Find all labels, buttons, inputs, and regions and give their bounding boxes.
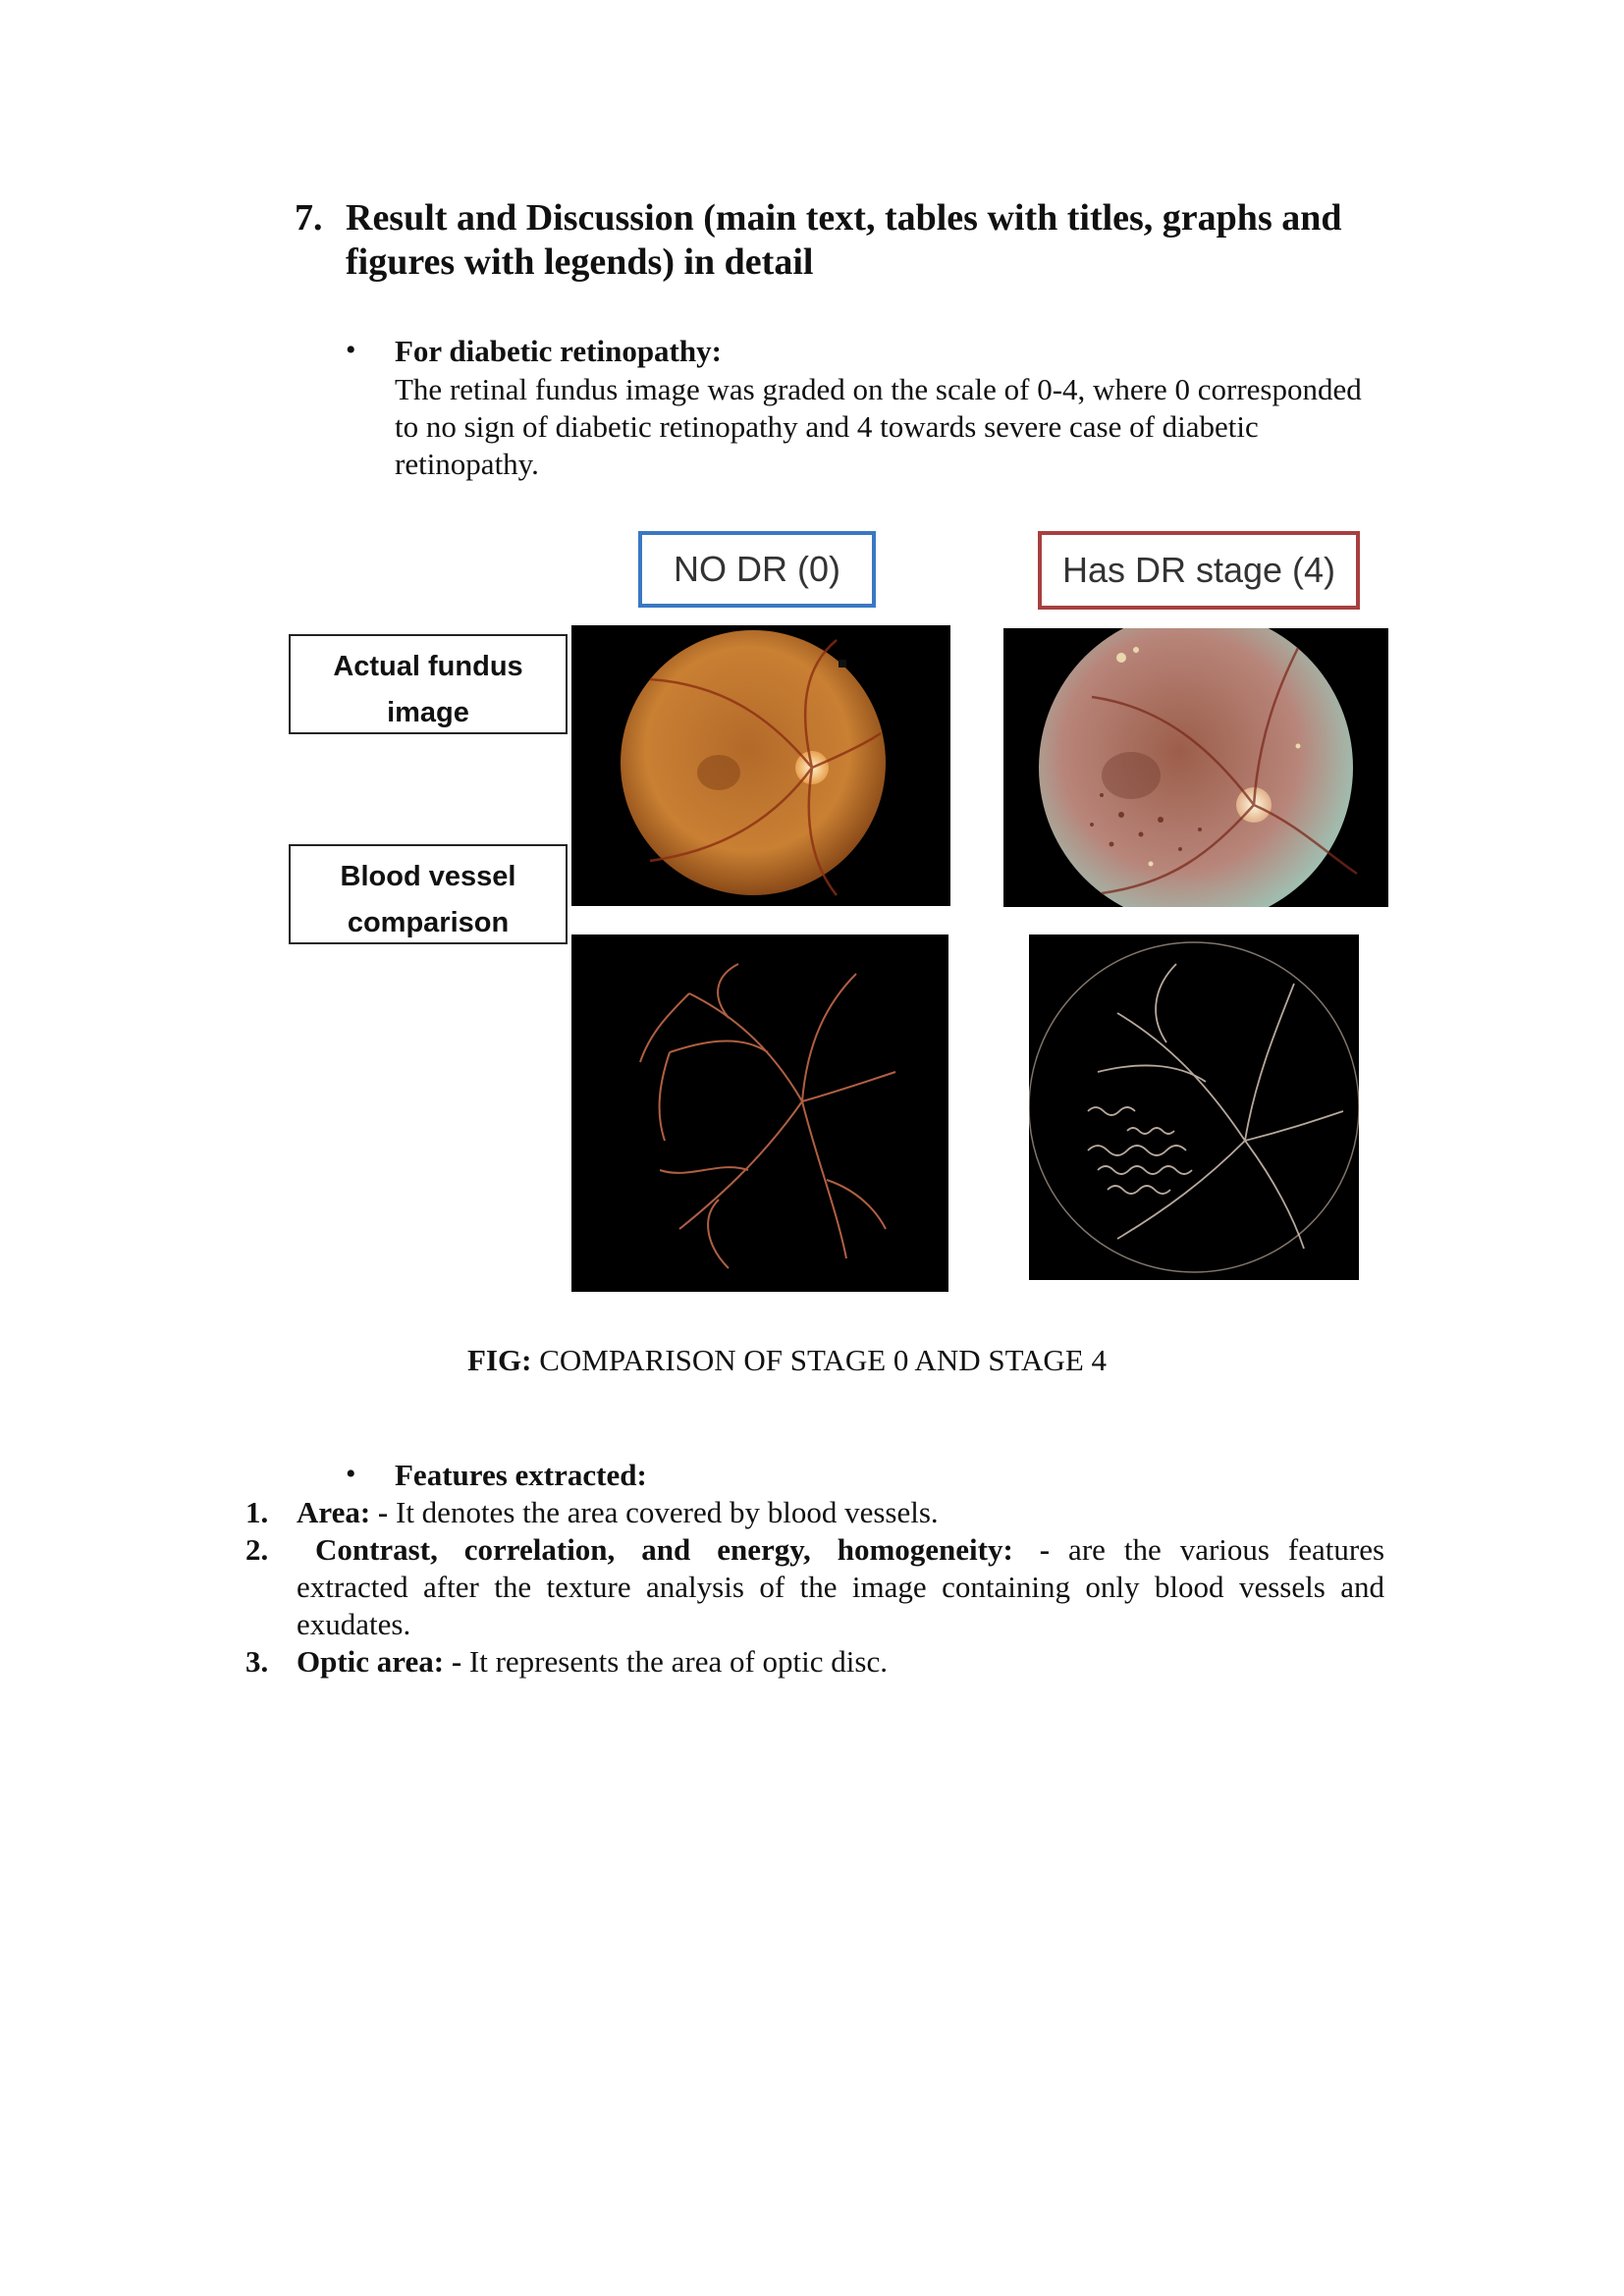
bullet-icon: • [346,1458,356,1490]
fundus-image-stage4 [1003,628,1388,907]
section-number: 7. [295,197,323,239]
list-number: 2. [245,1532,269,1567]
list-item-area [297,1494,1384,1531]
feature-lead: Contrast, correlation, and energy, homogeneity: - [314,1532,1051,1567]
row-label-blood-vessel: Blood vessel comparison [289,844,568,944]
figure-caption [467,1343,1107,1378]
retinopathy-paragraph: The retinal fundus image was graded on the scale of 0-4, where 0 corresponded to no sign of diabetic retinopathy and 4 towards severe case of diabetic retinopathy. [395,372,1362,481]
vessel-map-stage4 [1029,934,1359,1280]
feature-text: It represents the area of optic disc. [461,1644,888,1679]
feature-text: It denotes the area covered by blood vessels. [388,1495,939,1529]
feature-text: are the various features extracted after the texture analysis of the image containing only blood vessels and exudates. [297,1532,1385,1641]
caption-label: FIG: [467,1343,532,1377]
vessel-map-stage0 [571,934,948,1292]
label-no-dr: NO DR (0) [638,531,876,608]
list-item-texture [297,1531,1384,1643]
bullet-icon: • [346,334,356,366]
bullet-title-retinopathy: For diabetic retinopathy: [395,334,722,368]
section-title: Result and Discussion (main text, tables with titles, graphs and figures with legends) in detail [346,197,1342,283]
fundus-image-stage0 [571,625,950,906]
caption-text: COMPARISON OF STAGE 0 AND STAGE 4 [531,1343,1108,1377]
bullet-title-features: Features extracted: [395,1458,647,1492]
label-dr-stage-4: Has DR stage (4) [1038,531,1360,610]
list-item-optic-area [297,1643,1384,1681]
feature-lead: Optic area: - [297,1644,462,1679]
list-number: 1. [245,1495,269,1529]
list-number: 3. [245,1644,269,1679]
row-label-actual-fundus: Actual fundus image [289,634,568,734]
feature-lead: Area: - [297,1495,389,1529]
